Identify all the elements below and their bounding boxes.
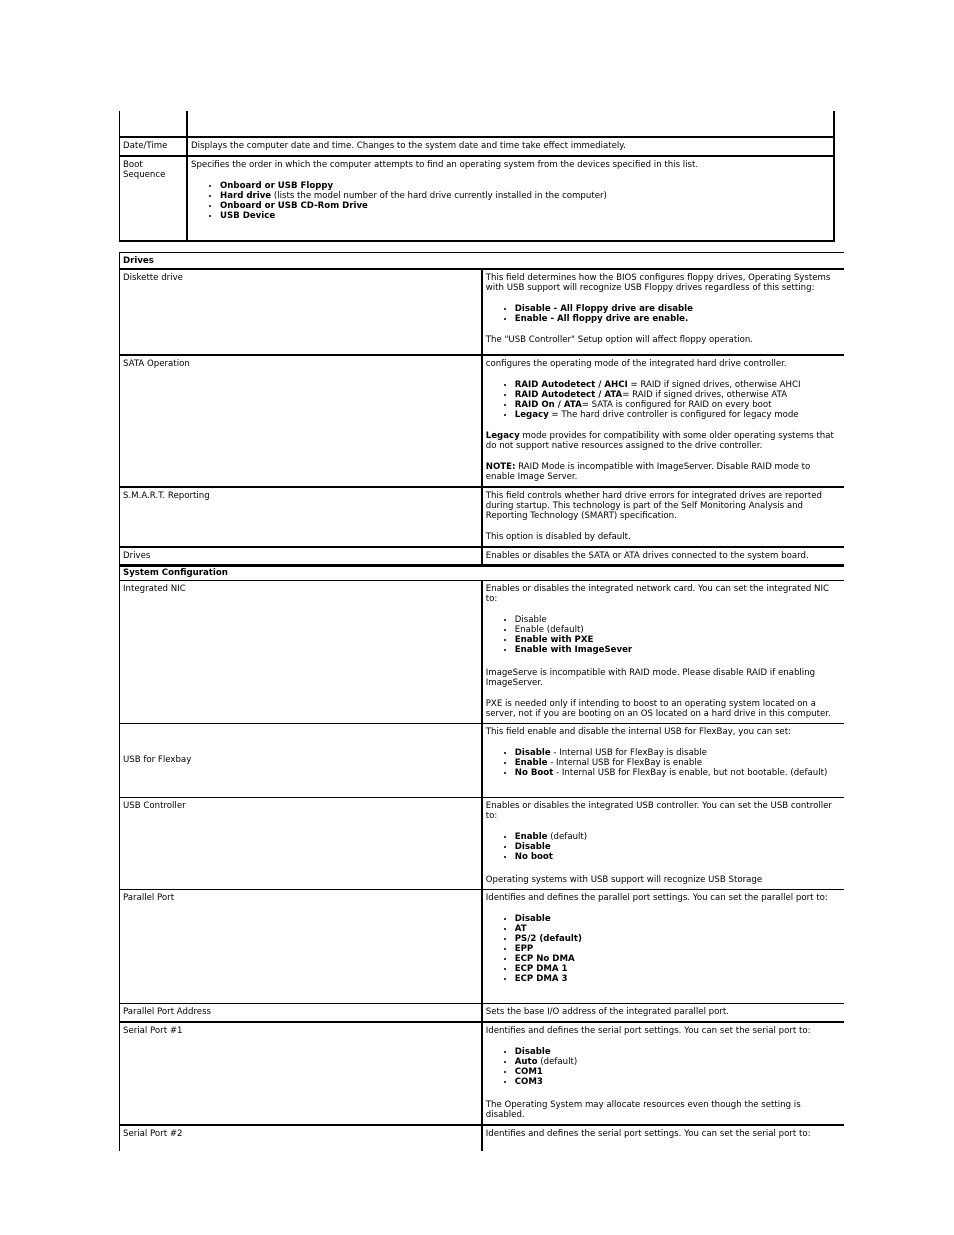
row-label: Drives <box>120 547 482 566</box>
table-row <box>120 269 845 355</box>
row-desc: Identifies and defines the parallel port settings. You can set the parallel port to: <box>485 893 828 903</box>
row-note: The "USB Controller" Setup option will affect floppy operation. <box>485 335 754 345</box>
list-item: • ECP No DMA <box>515 954 841 964</box>
list-item: • Enable with ImageSever <box>515 645 841 655</box>
list-item: • Enable (default) <box>515 832 841 842</box>
table-row <box>120 156 835 241</box>
list-item: • Enable (default) <box>515 625 841 635</box>
row-desc: Identifies and defines the serial port settings. You can set the serial port to: <box>485 1026 811 1036</box>
row-note: PXE is needed only if intending to boost to an operating system located on a server, not if you are booting on an OS located on a hard drive in this computer. <box>485 699 831 719</box>
row-desc: Sets the base I/O address of the integrated parallel port. <box>482 1004 844 1023</box>
section-title: Drives <box>120 253 845 270</box>
row-desc: Displays the computer date and time. Changes to the system date and time take effect immediately. <box>187 137 834 156</box>
row-label: Parallel Port Address <box>120 1004 482 1023</box>
table-row <box>120 890 845 1004</box>
system-configuration-table <box>119 564 844 1151</box>
list-item: • Enable - Internal USB for FlexBay is enable <box>515 758 841 768</box>
table-row <box>120 1125 845 1151</box>
row-label: Boot Sequence <box>120 156 188 241</box>
boot-list <box>191 181 830 221</box>
row-desc: configures the operating mode of the integrated hard drive controller. <box>485 359 787 369</box>
row-note: ImageServe is incompatible with RAID mode. Please disable RAID if enabling ImageServer. <box>485 668 816 688</box>
row-label: Serial Port #2 <box>120 1125 482 1151</box>
list-item: • Hard drive (lists the model number of the hard drive currently installed in the computer) <box>220 191 830 201</box>
table-row <box>120 581 845 724</box>
table-row <box>120 355 845 487</box>
nic-options <box>486 615 841 655</box>
row-label: Serial Port #1 <box>120 1022 482 1125</box>
row-desc: Enables or disables the integrated USB controller. You can set the USB controller to: <box>485 801 832 821</box>
list-item: • Legacy = The hard drive controller is configured for legacy mode <box>515 410 841 420</box>
table-header-row <box>120 253 845 270</box>
list-item: • Disable <box>515 1047 841 1057</box>
sata-options <box>486 380 841 420</box>
section-title: System Configuration <box>120 565 845 581</box>
list-item: • USB Device <box>220 211 830 221</box>
list-item: • RAID Autodetect / ATA= RAID if signed drives, otherwise ATA <box>515 390 841 400</box>
row-note: The Operating System may allocate resources even though the setting is disabled. <box>485 1100 801 1120</box>
list-item: • Enable with PXE <box>515 635 841 645</box>
list-item: • Enable - All floppy drive are enable. <box>515 314 841 324</box>
list-item: • RAID Autodetect / AHCI = RAID if signed drives, otherwise AHCI <box>515 380 841 390</box>
list-item: • PS/2 (default) <box>515 934 841 944</box>
boot-settings-table <box>119 111 835 242</box>
list-item: • Disable <box>515 914 841 924</box>
list-item: • AT <box>515 924 841 934</box>
serial1-options <box>486 1047 841 1087</box>
flexbay-options <box>486 748 841 778</box>
list-item: • Disable - All Floppy drive are disable <box>515 304 841 314</box>
list-item: • No boot <box>515 852 841 862</box>
row-desc: This field determines how the BIOS configures floppy drives, Operating Systems with USB support will recognize USB Floppy drives regardless of this setting: <box>485 273 831 293</box>
table-row <box>120 111 835 137</box>
table-row <box>120 137 835 156</box>
raid-note: NOTE: RAID Mode is incompatible with ImageServer. Disable RAID mode to enable Image Server. <box>485 462 811 482</box>
list-item: • COM1 <box>515 1067 841 1077</box>
list-item: • Disable <box>515 615 841 625</box>
row-label: Integrated NIC <box>120 581 482 724</box>
table-header-row <box>120 565 845 581</box>
usb-controller-options <box>486 832 841 862</box>
row-label: USB for Flexbay <box>120 724 482 798</box>
list-item: • ECP DMA 1 <box>515 964 841 974</box>
row-desc: Enables or disables the integrated network card. You can set the integrated NIC to: <box>485 584 829 604</box>
list-item: • Disable <box>515 842 841 852</box>
list-item: • Onboard or USB Floppy <box>220 181 830 191</box>
list-item: • Auto (default) <box>515 1057 841 1067</box>
table-row <box>120 724 845 798</box>
row-desc: Enables or disables the SATA or ATA drives connected to the system board. <box>482 547 844 566</box>
row-desc: Specifies the order in which the computer attempts to find an operating system from the devices specified in this list. <box>191 160 699 170</box>
list-item: • Onboard or USB CD-Rom Drive <box>220 201 830 211</box>
row-note: Operating systems with USB support will recognize USB Storage <box>485 875 763 885</box>
table-row <box>120 487 845 547</box>
row-label: USB Controller <box>120 798 482 890</box>
diskette-options <box>486 304 841 324</box>
row-label: SATA Operation <box>120 355 482 487</box>
row-desc: Identifies and defines the serial port settings. You can set the serial port to: <box>482 1125 844 1151</box>
legacy-note: Legacy mode provides for compatibility with some older operating systems that do not support native resources assigned to the drive controller. <box>485 431 834 451</box>
drives-table <box>119 252 844 567</box>
row-label: Date/Time <box>120 137 188 156</box>
list-item: • COM3 <box>515 1077 841 1087</box>
list-item: • Disable - Internal USB for FlexBay is disable <box>515 748 841 758</box>
list-item: • ECP DMA 3 <box>515 974 841 984</box>
parallel-options <box>486 914 841 984</box>
row-note: This option is disabled by default. <box>485 532 631 542</box>
row-label: Diskette drive <box>120 269 482 355</box>
row-desc: This field enable and disable the internal USB for FlexBay, you can set: <box>485 727 791 737</box>
row-desc: This field controls whether hard drive errors for integrated drives are reported during startup. This technology is part of the Self Monitoring Analysis and Reporting Technology (SMART) specification. <box>485 491 822 521</box>
list-item: • No Boot - Internal USB for FlexBay is enable, but not bootable. (default) <box>515 768 841 778</box>
table-row <box>120 1004 845 1023</box>
row-label: S.M.A.R.T. Reporting <box>120 487 482 547</box>
row-label: Parallel Port <box>120 890 482 1004</box>
list-item: • RAID On / ATA= SATA is configured for RAID on every boot <box>515 400 841 410</box>
table-row <box>120 1022 845 1125</box>
table-row <box>120 798 845 890</box>
list-item: • EPP <box>515 944 841 954</box>
